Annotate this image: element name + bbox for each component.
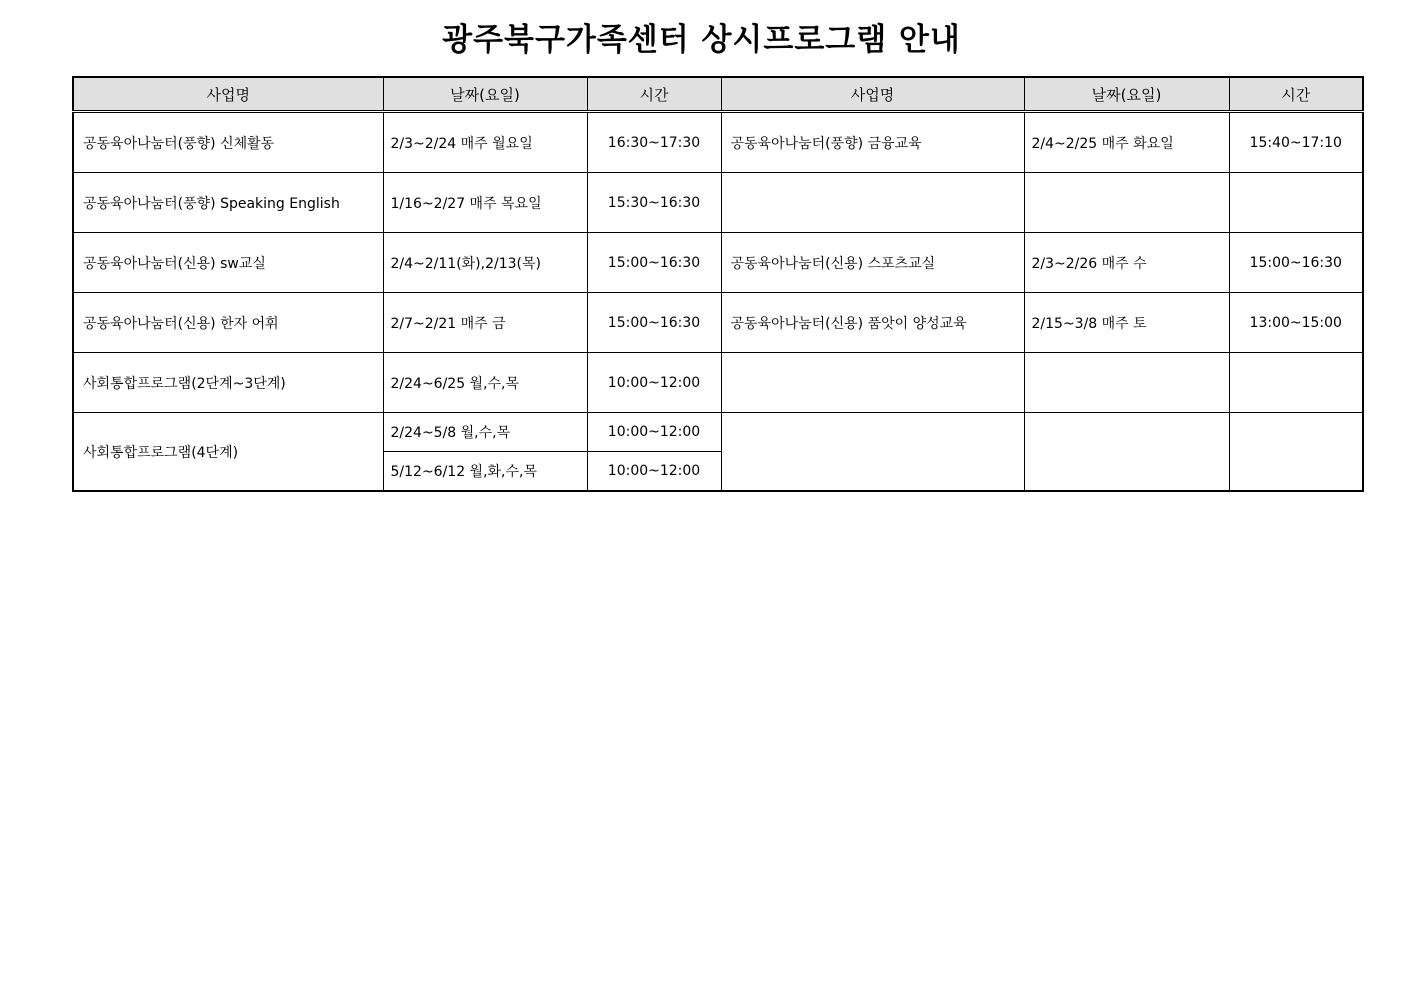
program-name: 공동육아나눔터(풍향) 신체활동 <box>73 112 383 173</box>
program-date <box>1024 413 1229 492</box>
program-date: 2/3~2/24 매주 월요일 <box>383 112 587 173</box>
program-date: 5/12~6/12 월,화,수,목 <box>383 452 587 492</box>
header-program-name: 사업명 <box>73 77 383 112</box>
program-name: 공동육아나눔터(신용) 스포츠교실 <box>721 233 1024 293</box>
program-time <box>1229 413 1363 492</box>
table-row <box>73 353 1363 413</box>
program-time: 10:00~12:00 <box>587 353 721 413</box>
header-date-2: 날짜(요일) <box>1024 77 1229 112</box>
program-name <box>721 173 1024 233</box>
program-schedule-table <box>72 76 1364 492</box>
program-time: 15:00~16:30 <box>1229 233 1363 293</box>
program-time: 15:30~16:30 <box>587 173 721 233</box>
table-row <box>73 173 1363 233</box>
program-time: 16:30~17:30 <box>587 112 721 173</box>
table-row <box>73 413 1363 452</box>
program-time: 10:00~12:00 <box>587 452 721 492</box>
program-date: 2/7~2/21 매주 금 <box>383 293 587 353</box>
program-date: 2/24~5/8 월,수,목 <box>383 413 587 452</box>
program-time <box>1229 353 1363 413</box>
program-name: 공동육아나눔터(신용) 한자 어휘 <box>73 293 383 353</box>
table-row <box>73 233 1363 293</box>
program-name: 공동육아나눔터(풍향) 금융교육 <box>721 112 1024 173</box>
program-date: 2/4~2/11(화),2/13(목) <box>383 233 587 293</box>
program-name <box>721 353 1024 413</box>
table-row <box>73 112 1363 173</box>
table-row <box>73 293 1363 353</box>
program-time <box>1229 173 1363 233</box>
program-time: 15:00~16:30 <box>587 293 721 353</box>
program-time: 15:00~16:30 <box>587 233 721 293</box>
table-header-row <box>73 77 1363 112</box>
program-date: 2/4~2/25 매주 화요일 <box>1024 112 1229 173</box>
header-date: 날짜(요일) <box>383 77 587 112</box>
program-date <box>1024 353 1229 413</box>
program-name: 사회통합프로그램(2단계~3단계) <box>73 353 383 413</box>
program-date: 2/24~6/25 월,수,목 <box>383 353 587 413</box>
program-date: 2/3~2/26 매주 수 <box>1024 233 1229 293</box>
program-name: 사회통합프로그램(4단계) <box>73 413 383 492</box>
header-program-name-2: 사업명 <box>721 77 1024 112</box>
program-date: 1/16~2/27 매주 목요일 <box>383 173 587 233</box>
program-name: 공동육아나눔터(풍향) Speaking English <box>73 173 383 233</box>
program-name <box>721 413 1024 492</box>
page-title: 광주북구가족센터 상시프로그램 안내 <box>442 22 961 58</box>
header-time-2: 시간 <box>1229 77 1363 112</box>
program-name: 공동육아나눔터(신용) 품앗이 양성교육 <box>721 293 1024 353</box>
program-date: 2/15~3/8 매주 토 <box>1024 293 1229 353</box>
program-time: 15:40~17:10 <box>1229 112 1363 173</box>
program-time: 10:00~12:00 <box>587 413 721 452</box>
header-time: 시간 <box>587 77 721 112</box>
program-date <box>1024 173 1229 233</box>
program-time: 13:00~15:00 <box>1229 293 1363 353</box>
program-name: 공동육아나눔터(신용) sw교실 <box>73 233 383 293</box>
